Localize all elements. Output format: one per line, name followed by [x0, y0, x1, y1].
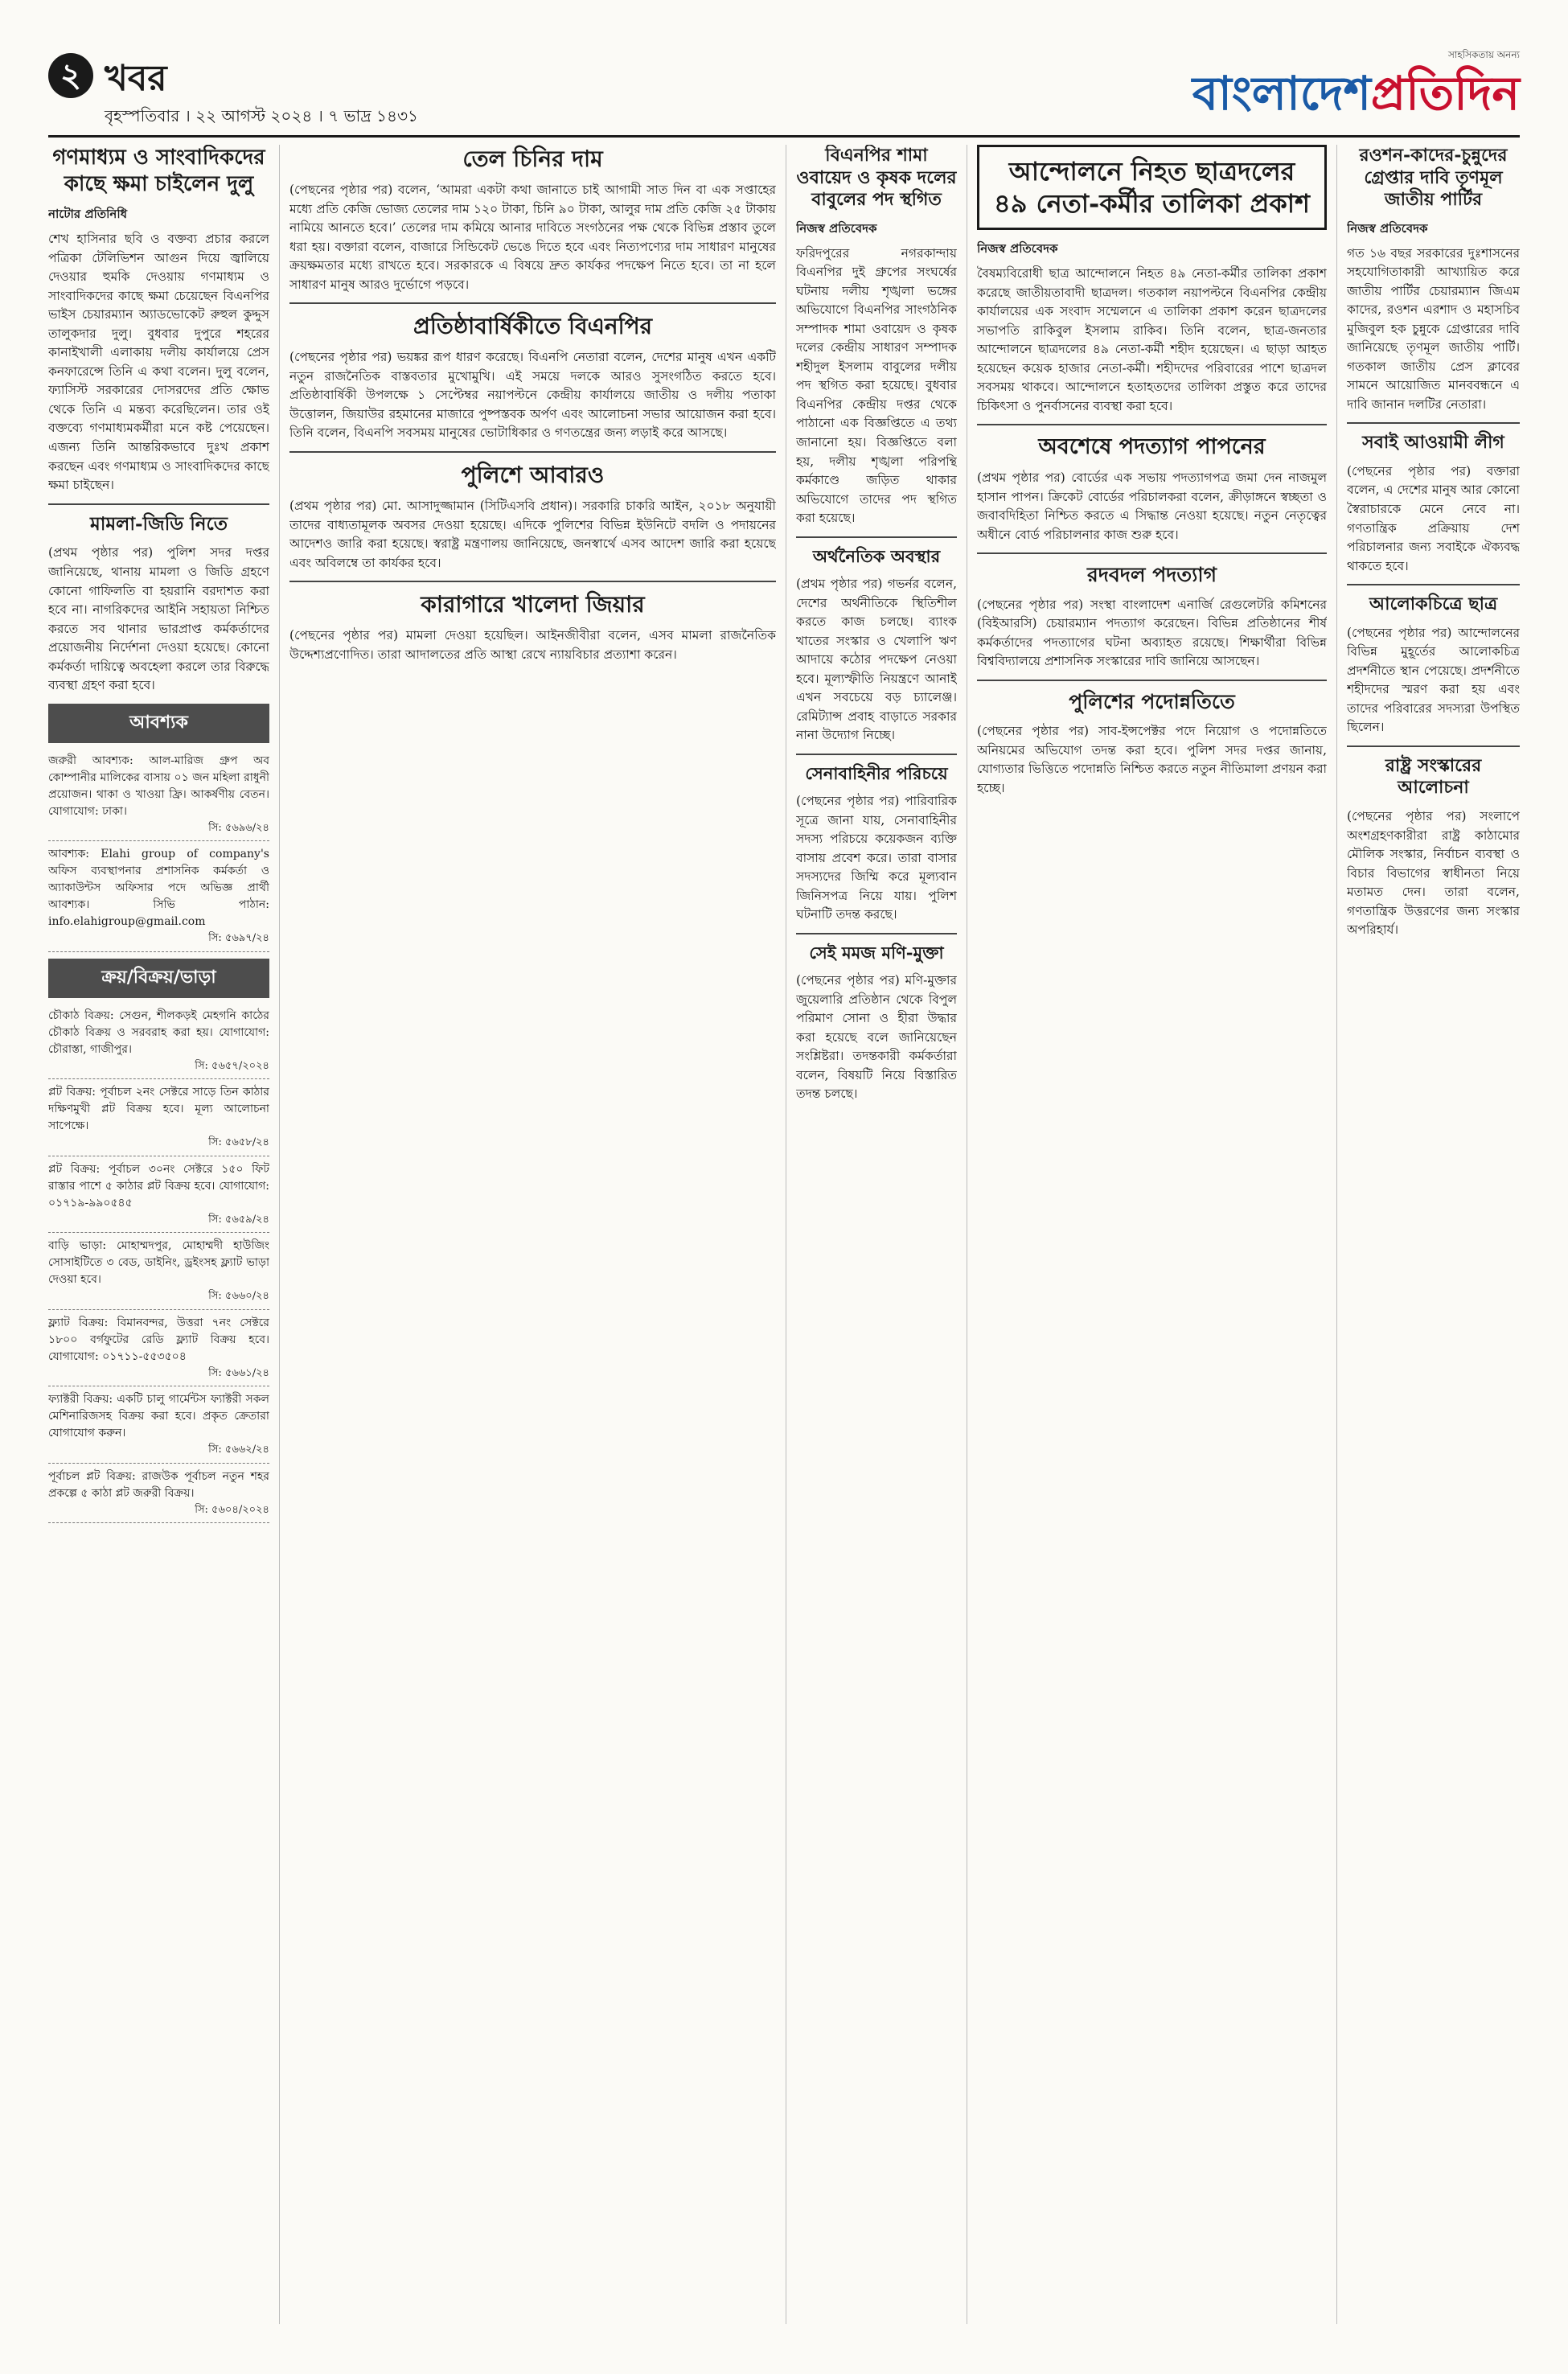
classified-text: জরুরী আবশ্যক: আল-মারিজ গ্রুপ অব কোম্পানীর মালিকের বাসায় ০১ জন মহিলা রাধুনী প্রয়োজন। থাকা ও খাওয়া ফ্রি। আকর্ষণীয় বেতন। যোগাযোগ: ঢাকা। [48, 754, 269, 818]
byline: নিজস্ব প্রতিবেদক [1347, 220, 1428, 236]
classified-text: ফ্যাক্টরী বিক্রয়: একটি চালু গার্মেন্টস ফ্যাক্টরী সকল মেশিনারিজসহ বিক্রয় করা হবে। প্রকৃত ক্রেতারা যোগাযোগ করুন। [48, 1393, 269, 1440]
classified-ref: সি: ৫৬৯৭/২৪ [208, 932, 269, 945]
classified-ad [48, 1233, 269, 1310]
page-number: ২ [48, 53, 93, 98]
divider [796, 536, 957, 538]
classified-text: প্লট বিক্রয়: পূর্বাচল ৩০নং সেক্টরে ১৫০ ফিট রাস্তার পাশে ৫ কাঠার প্লট বিক্রয় হবে। যোগাযোগ: ০১৭১৯-৯৯০৫৪৫ [48, 1162, 269, 1210]
headline: সেনাবাহিনীর পরিচয়ে [805, 762, 948, 783]
classified-ad [48, 748, 269, 842]
headline: প্রতিষ্ঠাবার্ষিকীতে বিএনপির [413, 313, 653, 340]
headline: রাষ্ট্র সংস্কারের আলোচনা [1385, 754, 1482, 799]
logo-name-part2: প্রতিদিন [1370, 66, 1520, 121]
article-body: (প্রথম পৃষ্ঠার পর) মো. আসাদুজ্জামান (সিটিএসবি প্রধান)। সরকারি চাকরি আইন, ২০১৮ অনুযায়ী তাদের বাধ্যতামূলক অবসর দেওয়া হয়েছে। এদিকে পুলিশের বিভিন্ন ইউনিটে বদলি ও পদায়নের আদেশও জারি করা হয়েছে। স্বরাষ্ট্র মন্ত্রণালয় জানিয়েছে, জনস্বার্থে এসব আদেশ জারি করা হয়েছে এবং অবিলম্বে তা কার্যকর হবে। [289, 499, 776, 570]
article-body: (প্রথম পৃষ্ঠার পর) বোর্ডের এক সভায় পদত্যাগপত্র জমা দেন নাজমুল হাসান পাপন। ক্রিকেট বোর্ডের পরিচালকরা বলেন, ক্রীড়াঙ্গনে স্বচ্ছতা ও জবাবদিহিতা নিশ্চিত করতে এ সিদ্ধান্ত নেওয়া হয়েছে। নতুন নেতৃত্বের অধীনে বোর্ড পরিচালনার কাজ শুরু হবে। [977, 470, 1327, 542]
classified-text: আবশ্যক: Elahi group of company's অফিস ব্যবস্থাপনার প্রশাসনিক কর্মকর্তা ও অ্যাকাউন্টস অফিসার পদে অভিজ্ঞ প্রার্থী আবশ্যক। সিভি পাঠান: info.elahigroup@gmail.com [48, 848, 269, 929]
column-rule [1336, 145, 1337, 2324]
headline: অবশেষে পদত্যাগ পাপনের [1038, 434, 1266, 460]
article-body: (পেছনের পৃষ্ঠার পর) বলেন, ‘আমরা একটা কথা জানাতে চাই আগামী সাত দিন বা এক সপ্তাহের মধ্যে প্রতি কেজি ভোজ্য তেলের দাম ১২০ টাকা, চিনি ৯০ টাকা, আলুর দাম প্রতি কেজি ২৫ টাকায় নামিয়ে আনতে হবে।’ তেলের দাম কমিয়ে আনার দাবিতে সংগঠনের পক্ষ থেকে বিভিন্ন প্রস্তাব তুলে ধরা হয়। বক্তারা বলেন, বাজারে সিন্ডিকেট ভেঙে দিতে হবে এবং নিত্যপণ্যের দাম সাধারণ মানুষের ক্রয়ক্ষমতার মধ্যে রাখতে হবে। সরকারকে এ বিষয়ে দ্রুত কার্যকর পদক্ষেপ নিতে হবে। তা না হলে সাধারণ মানুষ আরও দুর্ভোগে পড়বে। [289, 183, 776, 292]
masthead [48, 48, 1520, 138]
divider [1347, 422, 1520, 424]
headline: কারাগারে খালেদা জিয়ার [421, 591, 645, 618]
article-body: শেখ হাসিনার ছবি ও বক্তব্য প্রচার করলে পত্রিকা টেলিভিশন আগুন দিয়ে জ্বালিয়ে দেওয়ার হুমকি দেওয়ায় গণমাধ্যম ও সাংবাদিকদের কাছে ক্ষমা চেয়েছেন বিএনপির ভাইস চেয়ারম্যান অ্যাডভোকেট রুহুল কুদ্দুস তালুকদার দুলু। বুধবার দুপুরে শহরের কানাইখালী এলাকায় দলীয় কার্যালয়ে প্রেস কনফারেন্সে তিনি এ কথা বলেন। দুলু বলেন, ফ্যাসিস্ট সরকারের দোসরদের প্রতি ক্ষোভ থেকে তিনি এ মন্তব্য করেছিলেন। তার ওই বক্তব্যে গণমাধ্যমকর্মীরা মনে কষ্ট পেয়েছেন। এজন্য তিনি আন্তরিকভাবে দুঃখ প্রকাশ করছেন এবং গণমাধ্যম ও সাংবাদিকদের কাছে ক্ষমা চাইছেন। [48, 232, 269, 493]
newspaper-logo [1166, 48, 1520, 125]
logo-tagline: সাহসিকতায় অনন্য [1447, 49, 1520, 60]
article-body: (পেছনের পৃষ্ঠার পর) আন্দোলনের বিভিন্ন মুহূর্তের আলোকচিত্র প্রদর্শনীতে স্থান পেয়েছে। প্রদর্শনীতে শহীদদের স্মরণ করা হয় এবং তাদের পরিবারের সদস্যরা উপস্থিত ছিলেন। [1347, 625, 1520, 735]
classified-text: ফ্ল্যাট বিক্রয়: বিমানবন্দর, উত্তরা ৭নং সেক্টরে ১৮০০ বর্গফুটের রেডি ফ্ল্যাট বিক্রয় হবে। যোগাযোগ: ০১৭১১-৫৫৩৫০৪ [48, 1316, 269, 1363]
classified-text: বাড়ি ভাড়া: মোহাম্মদপুর, মোহাম্মদী হাউজিং সোসাইটিতে ৩ বেড, ডাইনিং, ড্রইংসহ ফ্ল্যাট ভাড়া দেওয়া হবে। [48, 1239, 269, 1287]
headline: মামলা-জিডি নিতে [89, 512, 228, 535]
article-body: (পেছনের পৃষ্ঠার পর) ভয়ঙ্কর রূপ ধারণ করেছে। বিএনপি নেতারা বলেন, দেশের মানুষ এখন একটি নতুন রাজনৈতিক বাস্তবতার মুখোমুখি। এই সময়ে দলকে আরও সুসংগঠিত করতে হবে। প্রতিষ্ঠাবার্ষিকী উপলক্ষে ১ সেপ্টেম্বর নয়াপল্টনে কেন্দ্রীয় কার্যালয়ে জাতীয় ও দলীয় পতাকা উত্তোলন, জিয়াউর রহমানের মাজারে পুষ্পস্তবক অর্পণ এবং আলোচনা সভার আয়োজন করা হবে। তিনি বলেন, বিএনপি সবসময় মানুষের ভোটাধিকার ও গণতন্ত্রের জন্য লড়াই করে আসছে। [289, 350, 776, 441]
column-rule [279, 145, 280, 2324]
divider [796, 754, 957, 755]
section-title: খবর [105, 58, 167, 99]
headline: পুলিশের পদোন্নতিতে [1069, 689, 1235, 713]
article-body: (পেছনের পৃষ্ঠার পর) সংলাপে অংশগ্রহণকারীরা রাষ্ট্র কাঠামোর মৌলিক সংস্কার, নির্বাচন ব্যবস্থা ও বিচার বিভাগের স্বাধীনতা নিয়ে মতামত দেন। তারা বলেন, গণতান্ত্রিক উত্তরণের জন্য সংস্কার অপরিহার্য। [1347, 808, 1520, 938]
article-body: বৈষম্যবিরোধী ছাত্র আন্দোলনে নিহত ৪৯ নেতা-কর্মীর তালিকা প্রকাশ করেছে জাতীয়তাবাদী ছাত্রদল। গতকাল নয়াপল্টনে বিএনপির কেন্দ্রীয় কার্যালয়ের এক সংবাদ সম্মেলনে এ তালিকা প্রকাশ করেন ছাত্রদলের সভাপতি রাকিবুল ইসলাম রাকিব। তিনি বলেন, ছাত্র-জনতার আন্দোলনে ছাত্রদলের ৪৯ নেতা-কর্মী শহীদ হয়েছেন। এ ছাড়া আহত হয়েছেন কয়েক হাজার নেতা-কর্মী। শহীদদের পরিবারের পাশে ছাত্রদল সবসময় থাকবে। আন্দোলনে হতাহতদের তালিকা প্রস্তুত করে তাদের চিকিৎসা ও পুনর্বাসনের ব্যবস্থা করা হবে। [977, 266, 1327, 413]
article-body: (পেছনের পৃষ্ঠার পর) সংস্থা বাংলাদেশ এনার্জি রেগুলেটরি কমিশনের (বিইআরসি) চেয়ারম্যান পদত্যাগ করেছেন। বিভিন্ন প্রতিষ্ঠানের শীর্ষ কর্মকর্তাদের পদত্যাগের ঘটনা অব্যাহত রয়েছে। শিক্ষার্থীরা বিভিন্ন বিশ্ববিদ্যালয়ে প্রশাসনিক সংস্কারের দাবি জানিয়ে আসছেন। [977, 597, 1327, 669]
article-body: গত ১৬ বছর সরকারের দুঃশাসনের সহযোগিতাকারী আখ্যায়িত করে জাতীয় পার্টির চেয়ারম্যান জিএম কাদের, রওশন এরশাদ ও মহাসচিব মুজিবুল হক চুন্নুকে গ্রেপ্তারের দাবি জানিয়েছে তৃণমূল জাতীয় পার্টি। গতকাল জাতীয় প্রেস ক্লাবের সামনে আয়োজিত মানববন্ধনে এ দাবি জানান দলটির নেতারা। [1347, 245, 1520, 412]
lead-headline: আন্দোলনে নিহত ছাত্রদলের ৪৯ নেতা-কর্মীর তালিকা প্রকাশ [994, 156, 1310, 219]
article-body: (প্রথম পৃষ্ঠার পর) গভর্নর বলেন, দেশের অর্থনীতিকে স্থিতিশীল করতে কাজ চলছে। ব্যাংক খাতের সংস্কার ও খেলাপি ঋণ আদায়ে কঠোর পদক্ষেপ নেওয়া হবে। মূল্যস্ফীতি নিয়ন্ত্রণে আনাই এখন সবচেয়ে বড় চ্যালেঞ্জ। রেমিট্যান্স প্রবাহ বাড়াতে সরকার নানা উদ্যোগ নিচ্ছে। [796, 576, 957, 743]
divider [977, 680, 1327, 681]
article-body: (পেছনের পৃষ্ঠার পর) মণি-মুক্তার জুয়েলারি প্রতিষ্ঠান থেকে বিপুল পরিমাণ সোনা ও হীরা উদ্ধার করা হয়েছে বলে জানিয়েছেন সংশ্লিষ্টরা। তদন্তকারী কর্মকর্তারা বলেন, বিষয়টি নিয়ে বিস্তারিত তদন্ত চলছে। [796, 973, 957, 1102]
classified-ad [48, 1079, 269, 1156]
divider [796, 933, 957, 934]
column-1 [48, 145, 269, 2324]
classified-text: প্লট বিক্রয়: পূর্বাচল ২নং সেক্টরে সাড়ে তিন কাঠার দক্ষিণমুখী প্লট বিক্রয় হবে। মূল্য আলোচনা সাপেক্ষে। [48, 1086, 269, 1133]
headline: রওশন-কাদের-চুন্নুদের গ্রেপ্তার দাবি তৃণমূল জাতীয় পার্টির [1359, 145, 1508, 210]
classified-text: চৌকাঠ বিক্রয়: সেগুন, শীলকড়ই মেহগনি কাঠের চৌকাঠ বিক্রয় ও সরবরাহ করা হয়। যোগাযোগ: চৌরাস্তা, গাজীপুর। [48, 1008, 269, 1056]
divider [977, 424, 1327, 425]
classified-header: আবশ্যক [48, 704, 269, 743]
column-2 [289, 145, 776, 2324]
classified-ref: সি: ৫৬৫৯/২৪ [208, 1213, 269, 1226]
headline: রদবদল পদত্যাগ [1086, 563, 1217, 587]
byline: নিজস্ব প্রতিবেদক [796, 220, 877, 236]
article-body: (পেছনের পৃষ্ঠার পর) সাব-ইন্সপেক্টর পদে নিয়োগ ও পদোন্নতিতে অনিয়মের অভিযোগ তদন্ত করা হবে। পুলিশ সদর দপ্তর জানায়, যোগ্যতার ভিত্তিতে পদোন্নতি নিশ্চিত করতে নতুন নীতিমালা প্রণয়ন করা হচ্ছে। [977, 724, 1327, 795]
divider [289, 302, 776, 304]
classified-header: ক্রয়/বিক্রয়/ভাড়া [48, 959, 269, 998]
headline: বিএনপির শামা ওবায়েদ ও কৃষক দলের বাবুলের পদ স্থগিত [796, 145, 957, 210]
divider [289, 451, 776, 453]
article-body: (পেছনের পৃষ্ঠার পর) পারিবারিক সূত্রে জানা যায়, সেনাবাহিনীর সদস্য পরিচয়ে কয়েকজন ব্যক্তি বাসায় প্রবেশ করে। তারা বাসার সদস্যদের জিম্মি করে মূল্যবান জিনিসপত্র নিয়ে যায়। পুলিশ ঘটনাটি তদন্ত করছে। [796, 794, 957, 922]
headline: সবাই আওয়ামী লীগ [1362, 432, 1504, 454]
headline: গণমাধ্যম ও সাংবাদিকদের কাছে ক্ষমা চাইলেন দুলু [52, 146, 265, 196]
headline: আলোকচিত্রে ছাত্র [1369, 594, 1498, 615]
classified-text: পূর্বাচল প্লট বিক্রয়: রাজউক পূর্বাচল নতুন শহর প্রকল্পে ৫ কাঠা প্লট জরুরী বিক্রয়। [48, 1469, 269, 1500]
classified-ref: সি: ৫৬৯৬/২৪ [208, 821, 269, 834]
lead-headline-box [977, 145, 1327, 230]
byline: নিজস্ব প্রতিবেদক [977, 241, 1058, 256]
headline: পুলিশে আবারও [461, 462, 605, 489]
classified-ad [48, 1156, 269, 1234]
classified-ad [48, 1310, 269, 1387]
article-body: ফরিদপুরের নগরকান্দায় বিএনপির দুই গ্রুপের সংঘর্ষের ঘটনায় দলীয় শৃঙ্খলা ভঙ্গের অভিযোগে বিএনপির সাংগঠনিক সম্পাদক শামা ওবায়েদ ও কৃষক দলের কেন্দ্রীয় সাধারণ সম্পাদক শহীদুল ইসলাম বাবুলের দলীয় পদ স্থগিত করা হয়েছে। বুধবার বিএনপির কেন্দ্রীয় দপ্তর থেকে পাঠানো এক বিজ্ঞপ্তিতে এ তথ্য জানানো হয়। বিজ্ঞপ্তিতে বলা হয়, দলীয় শৃঙ্খলা পরিপন্থি কর্মকাণ্ডে জড়িত থাকার অভিযোগে তাদের পদ স্থগিত করা হয়েছে। [796, 245, 957, 526]
classified-ref: সি: ৫৬৫৮/২৪ [208, 1136, 269, 1149]
classified-ref: সি: ৫৬০৪/২০২৪ [195, 1503, 269, 1516]
classified-ad [48, 841, 269, 952]
divider [48, 503, 269, 505]
column-3 [796, 145, 957, 2324]
classified-ad [48, 1386, 269, 1464]
headline: তেল চিনির দাম [462, 146, 603, 172]
column-4 [977, 145, 1327, 2324]
logo-name [1166, 64, 1520, 122]
classified-ad [48, 1003, 269, 1080]
classified-ref: সি: ৫৬৫৭/২০২৪ [195, 1059, 269, 1072]
article-body: (পেছনের পৃষ্ঠার পর) বক্তারা বলেন, এ দেশের মানুষ আর কোনো স্বৈরাচারকে মেনে নেবে না। গণতান্ত্রিক প্রক্রিয়ায় দেশ পরিচালনার জন্য সবাইকে ঐক্যবদ্ধ থাকতে হবে। [1347, 463, 1520, 573]
divider [977, 552, 1327, 554]
logo-name-part1: বাংলাদেশ [1192, 66, 1371, 121]
classified-ref: সি: ৫৬৬১/২৪ [208, 1366, 269, 1379]
date-line: বৃহস্পতিবার । ২২ আগস্ট ২০২৪ । ৭ ভাদ্র ১৪৩১ [105, 106, 418, 125]
classified-ref: সি: ৫৬৬০/২৪ [208, 1290, 269, 1303]
byline: নাটোর প্রতিনিধি [48, 207, 128, 221]
article-body: (পেছনের পৃষ্ঠার পর) মামলা দেওয়া হয়েছিল। আইনজীবীরা বলেন, এসব মামলা রাজনৈতিক উদ্দেশ্যপ্রণোদিত। তারা আদালতের প্রতি আস্থা রেখে ন্যায়বিচার প্রত্যাশা করেন। [289, 628, 776, 662]
headline: সেই মমজ মণি-মুক্তা [809, 942, 944, 963]
article-body: (প্রথম পৃষ্ঠার পর) পুলিশ সদর দপ্তর জানিয়েছে, থানায় মামলা ও জিডি গ্রহণে কোনো গাফিলতি বা হয়রানি বরদাশত করা হবে না। নাগরিকদের আইনি সহায়তা নিশ্চিত করতে সব থানার ভারপ্রাপ্ত কর্মকর্তাদের প্রয়োজনীয় নির্দেশনা দেওয়া হয়েছে। কোনো কর্মকর্তা দায়িত্বে অবহেলা করলে তার বিরুদ্ধে ব্যবস্থা গ্রহণ করা হবে। [48, 545, 269, 693]
classified-ref: সি: ৫৬৬২/২৪ [208, 1444, 269, 1456]
divider [289, 581, 776, 582]
column-5 [1347, 145, 1520, 2324]
classified-ad [48, 1464, 269, 1524]
headline: অর্থনৈতিক অবস্থার [812, 545, 941, 566]
divider [1347, 584, 1520, 585]
divider [1347, 745, 1520, 747]
